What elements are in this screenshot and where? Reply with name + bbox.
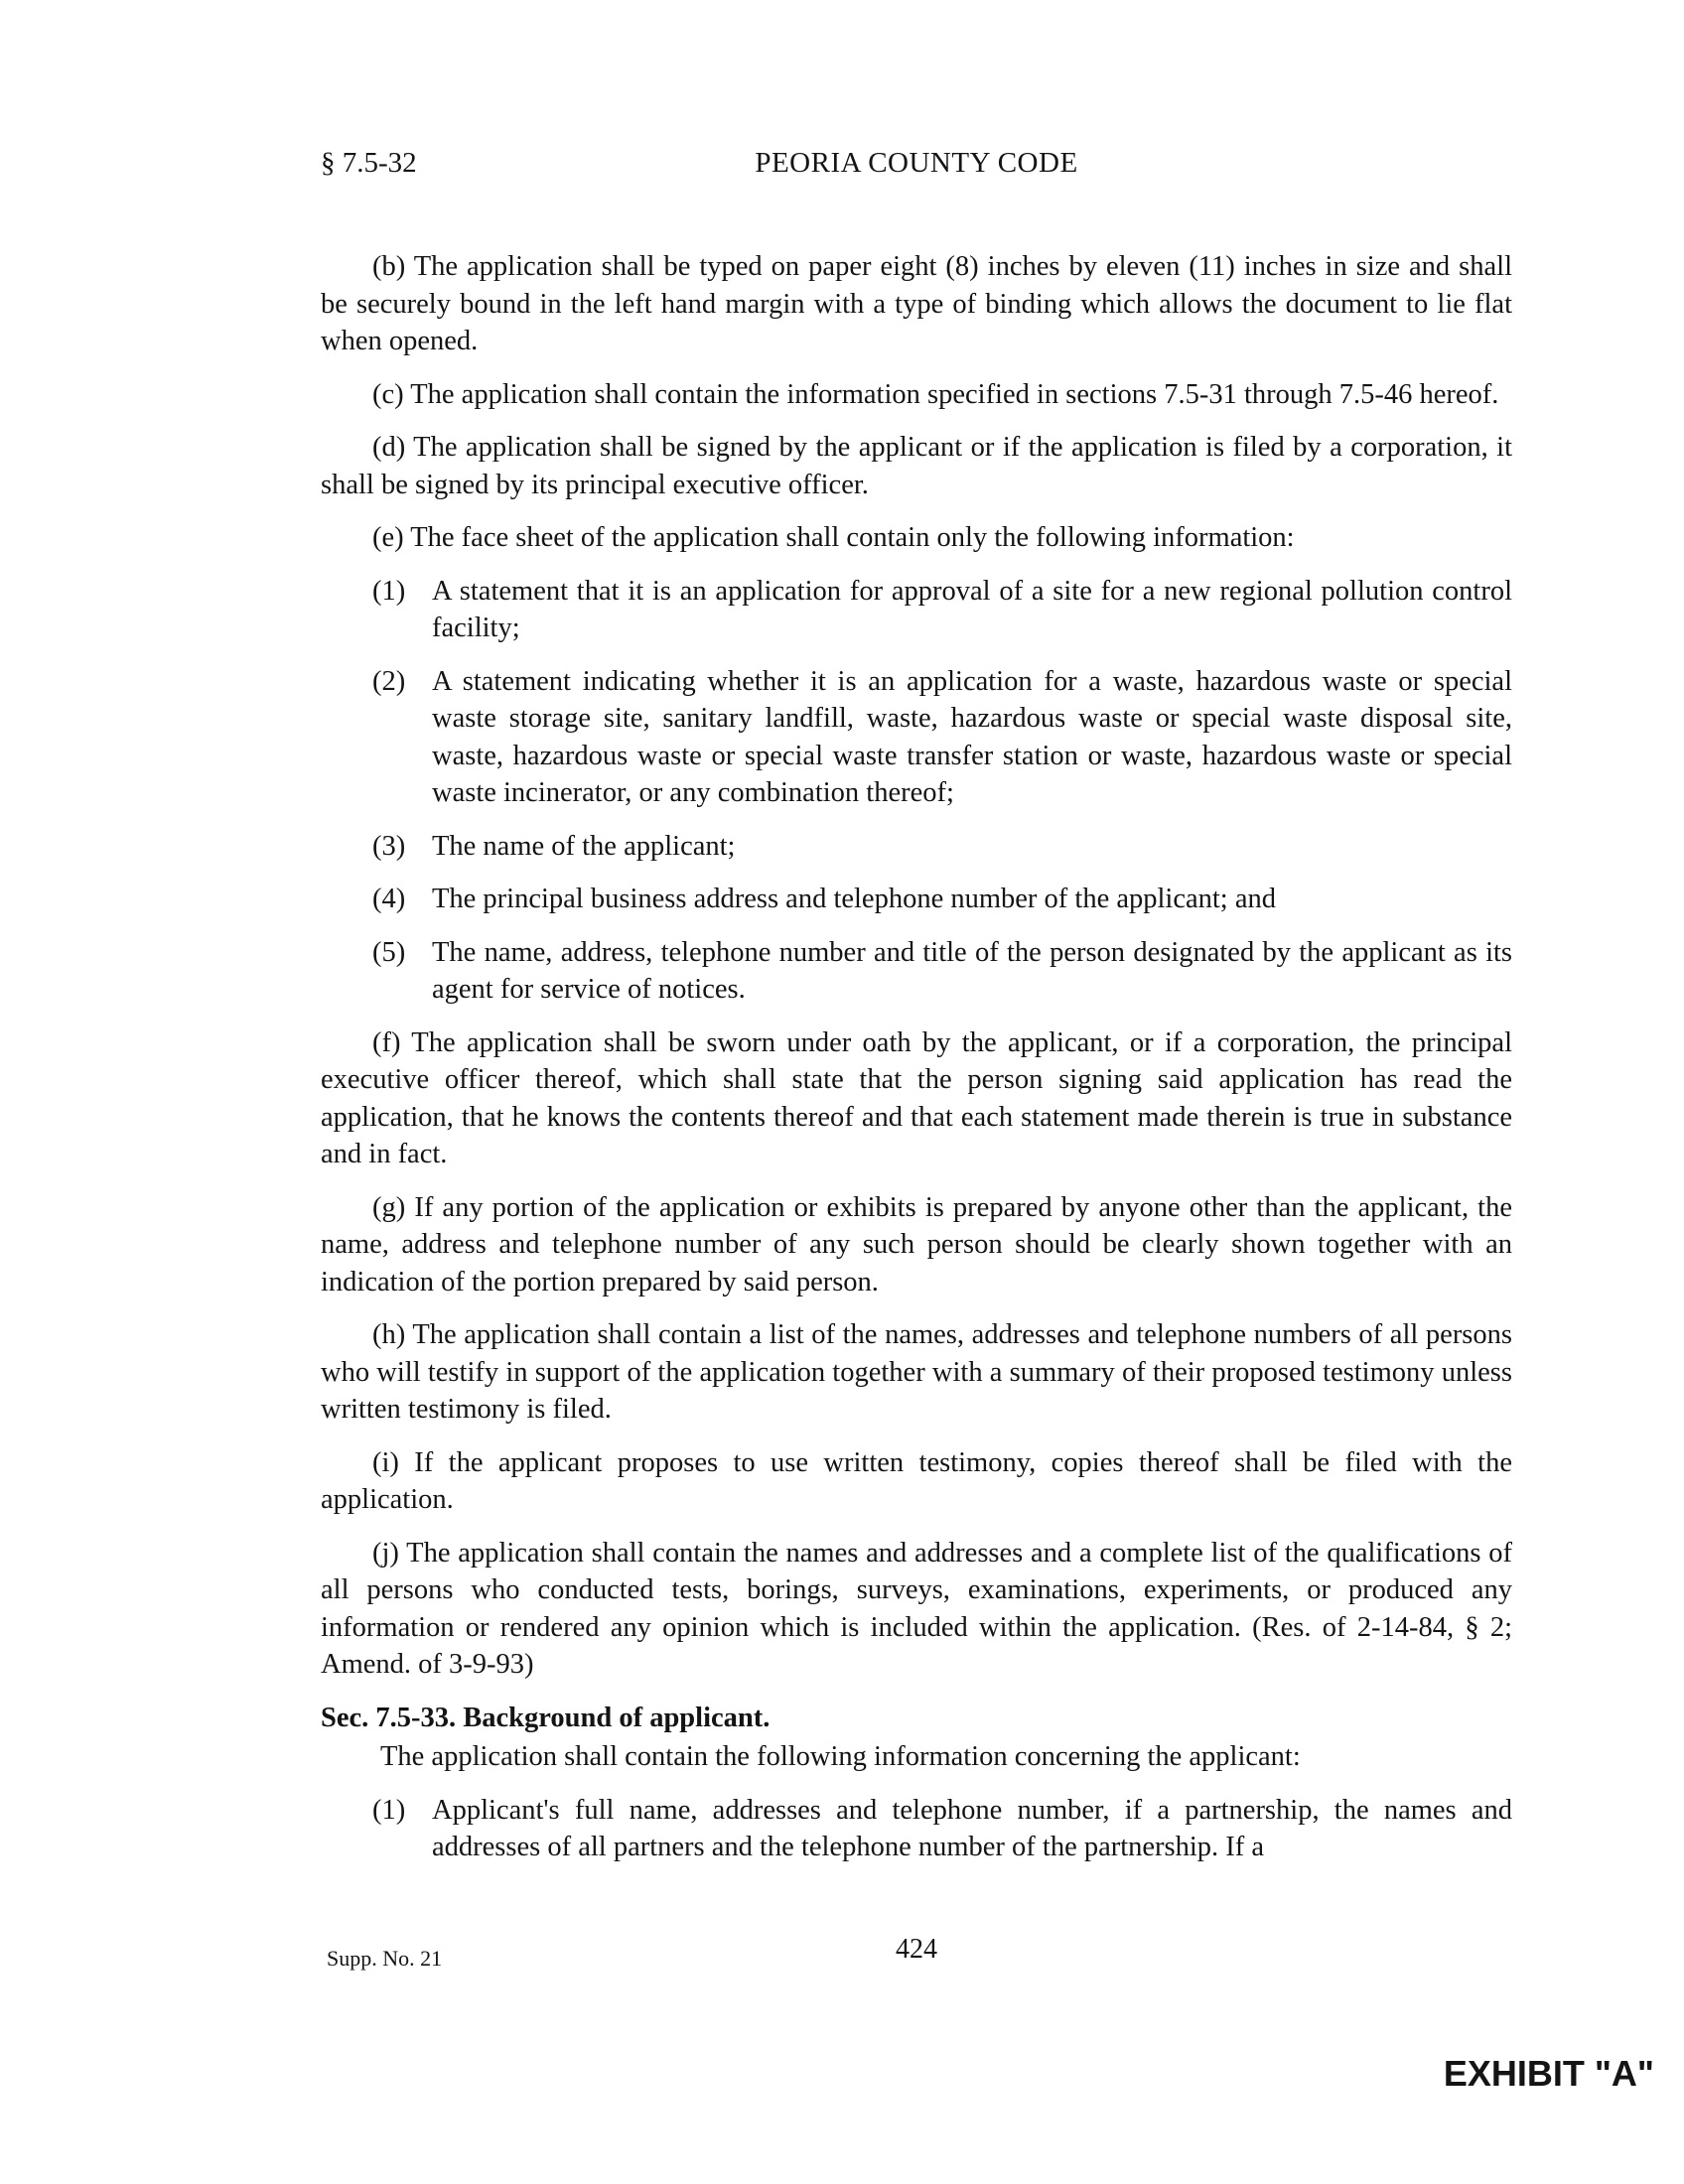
section-reference: § 7.5-32: [321, 147, 417, 179]
section-heading: Sec. 7.5-33. Background of applicant.: [321, 1702, 771, 1733]
list-item: [372, 828, 1512, 866]
list-item-text: The principal business address and telephone number of the applicant; and: [432, 884, 1276, 914]
page-header: [321, 147, 1512, 189]
list-item-text: Applicant's full name, addresses and telephone number, if a partnership, the names and addresses of all partners and the telephone number of the partnership. If a: [432, 1794, 1512, 1862]
paragraph-g: (g) If any portion of the application or exhibits is prepared by anyone other than the applicant, the name, address and telephone number of any such person should be clearly shown together with an indication of the portion prepared by said person.: [321, 1191, 1512, 1297]
section-lead: The application shall contain the following information concerning the applicant:: [380, 1741, 1301, 1772]
list-item: [372, 663, 1512, 812]
page-title: PEORIA COUNTY CODE: [755, 147, 1078, 179]
list-item-text: The name, address, telephone number and title of the person designated by the applicant as its agent for service of notices.: [432, 936, 1512, 1005]
list-item-number: (2): [372, 665, 406, 697]
list-item-text: A statement indicating whether it is an application for a waste, hazardous waste or special waste storage site, sanitary landfill, waste, hazardous waste or special waste disposal site, waste, hazardous waste or special waste transfer station or waste, hazardous waste or special waste incinerator, or any combination thereof;: [432, 665, 1512, 808]
list-item-number: (1): [372, 575, 406, 607]
exhibit-stamp: EXHIBIT "A": [1443, 2053, 1654, 2094]
paragraph-d: (d) The application shall be signed by the applicant or if the application is filed by a corporation, it shall be signed by its principal executive officer.: [321, 432, 1512, 500]
page-number: 424: [896, 1934, 937, 1965]
supplement-number: Supp. No. 21: [327, 1946, 443, 1971]
list-item-text: A statement that it is an application for approval of a site for a new regional pollution control facility;: [432, 575, 1512, 643]
list-item-number: (5): [372, 936, 406, 968]
paragraph-j: (j) The application shall contain the names and addresses and a complete list of the qualifications of all persons who conducted tests, borings, surveys, examinations, experiments, or produced any information or rendered any opinion which is included within the application. (Res. of 2-14-84, § 2; Amend. of 3-9-93): [321, 1537, 1512, 1680]
list-item-text: The name of the applicant;: [432, 830, 736, 862]
list-item-number: (4): [372, 884, 406, 914]
paragraph-i: (i) If the applicant proposes to use written testimony, copies thereof shall be filed with the application.: [321, 1446, 1512, 1515]
paragraph-h: (h) The application shall contain a list of the names, addresses and telephone numbers of all persons who will testify in support of the application together with a summary of their proposed testimony unless written testimony is filed.: [321, 1319, 1512, 1425]
document-body: [321, 248, 1512, 1882]
paragraph-f: (f) The application shall be sworn under oath by the applicant, or if a corporation, the principal executive officer thereof, which shall state that the person signing said application has read the application, that he knows the contents thereof and that each statement made therein is true in substance and in fact.: [321, 1026, 1512, 1169]
list-item: [372, 934, 1512, 1009]
list-item: [372, 881, 1512, 918]
paragraph-c: (c) The application shall contain the information specified in sections 7.5-31 through 7.5-46 hereof.: [372, 378, 1499, 410]
list-item-number: (3): [372, 830, 406, 862]
list-item: [372, 573, 1512, 647]
list-item-number: (1): [372, 1794, 406, 1826]
paragraph-e: (e) The face sheet of the application shall contain only the following information:: [372, 522, 1295, 553]
list-item: [372, 1792, 1512, 1866]
paragraph-b: (b) The application shall be typed on paper eight (8) inches by eleven (11) inches in size and shall be securely bound in the left hand margin with a type of binding which allows the document to lie flat when opened.: [321, 251, 1512, 356]
